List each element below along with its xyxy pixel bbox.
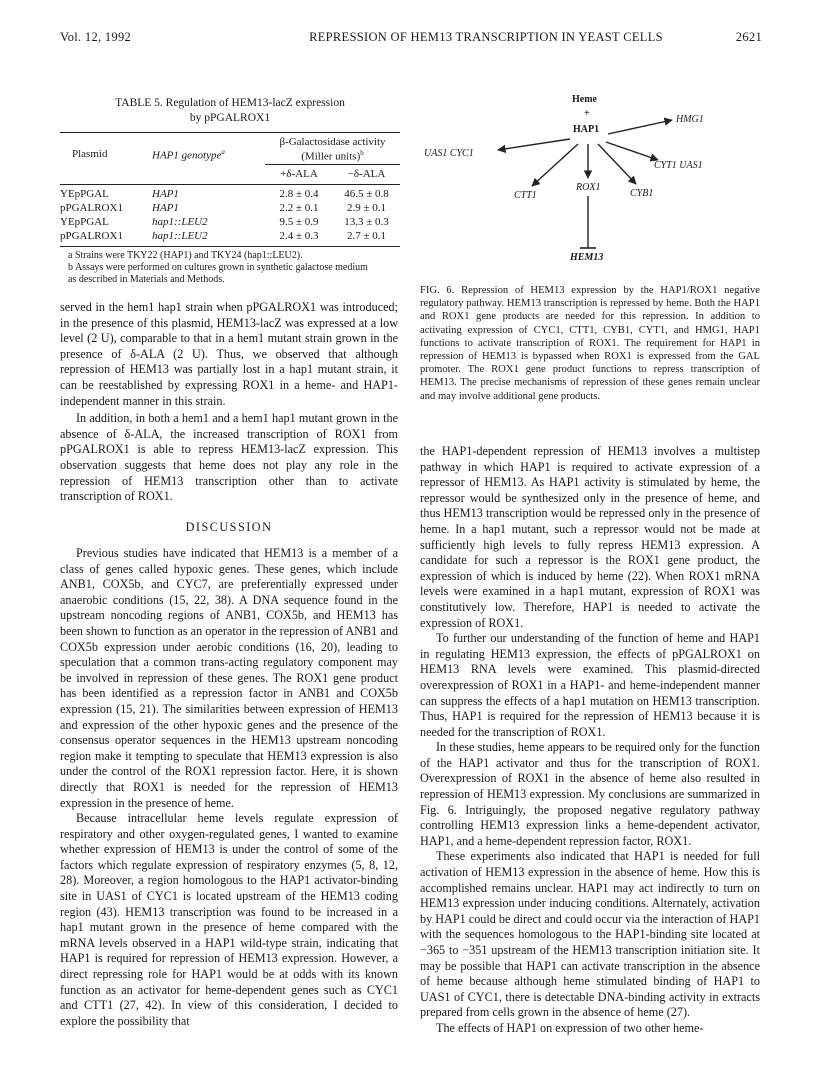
left-paragraph-1: served in the hem1 hap1 strain when pPGALROX1 was introduced; in the presence of this plasmid, HEM13-lacZ was expressed at a low level (2 U), comparable to that in a hem1 mutant strain grown in the presence of δ-ALA (2 U). Thus, we observed that although repression of HEM13 was partially lost in a hap1 mutant strain, it can be reestablished by expressing ROX1 in a heme- and HAP1-independent manner in this strain. xyxy=(60,300,398,408)
row4-plus: 2.4 ± 0.3 xyxy=(279,230,319,242)
arrow-to-cyc1 xyxy=(498,139,570,150)
row2-minus: 2.9 ± 0.1 xyxy=(346,202,387,214)
row3-plus: 9.5 ± 0.9 xyxy=(279,216,319,228)
right-paragraph-5: The effects of HAP1 on expression of two other heme- xyxy=(436,1020,704,1035)
row3-plasmid: YEpPGAL xyxy=(60,216,109,228)
table-top-rule xyxy=(60,132,400,133)
table-header-rule xyxy=(60,184,400,185)
label-rox1: ROX1 xyxy=(576,182,601,193)
label-cyb1: CYB1 xyxy=(630,188,654,199)
label-hap1: HAP1 xyxy=(573,124,600,135)
right-paragraph-2: To further our understanding of the function of heme and HAP1 in regulating HEM13 expression, the effects of pPGALROX1 on HEM13 RNA levels were examined. This plasmid-directed overexpression of ROX1 in a HAP1- and heme-independent manner can suppress the effects of a hap1 mutation on HEM13 transcription. Thus, HAP1 is required for the repression of HEM13 because it is needed for the transcription of ROX1. xyxy=(420,631,760,739)
row3-minus: 13.3 ± 0.3 xyxy=(344,216,389,228)
row1-genotype: HAP1 xyxy=(152,188,179,200)
left-paragraph-2: In addition, in both a hem1 and a hem1 hap1 mutant grown in the absence of δ-ALA, the increased transcription of ROX1 from pPGALROX1 is able to repress HEM13-lacZ expression. This observation suggests that heme does not play any role in the repression of HEM13 transcription other than to activate transcription of ROX1. xyxy=(60,411,398,504)
figure-6-diagram xyxy=(410,94,770,262)
right-paragraph-1: the HAP1-dependent repression of HEM13 involves a multistep pathway in which HAP1 is required to activate expression of a repressor of HEM13. As HAP1 activity is stimulated by heme, the repressor would be synthesized only in the presence of heme, and thus HEM13 transcription would be repressed only in the presence of heme. In a hap1 mutant, such a repressor would not be made at sufficiently high levels to fully repress HEM13 expression. A candidate for such a repressor is the ROX1 gene product, the expression of which is induced by heme (22). When ROX1 mRNA levels were examined in a hap1 mutant, expression of ROX1 was constitutively low. Therefore, HAP1 is needed to activate the expression of ROX1. xyxy=(420,444,760,630)
section-heading: DISCUSSION xyxy=(185,520,273,534)
table-title-line1: TABLE 5. Regulation of HEM13-lacZ expression xyxy=(115,97,345,109)
left-column-top xyxy=(60,300,398,505)
label-plus: + xyxy=(584,108,590,119)
row4-minus: 2.7 ± 0.1 xyxy=(346,230,387,242)
volume-label: Vol. 12, 1992 xyxy=(60,30,132,44)
arrow-to-cyt1 xyxy=(606,142,658,160)
right-paragraph-4: These experiments also indicated that HAP1 is needed for full activation of HEM13 expression in the absence of heme. How this is accomplished remains unclear. HAP1 may act indirectly to turn on HEM13 expression under inducing conditions. Alternately, activation by HAP1 could be direct and could occur via the interaction of HAP1 with the sequences homologous to the HAP1-binding site located at −365 to −351 upstream of the HEM13 transcription initiation site. It may be possible that HAP1 can activate transcription in the absence of heme because although heme stimulated binding of HAP1 to UAS1 of CYC1, there is detectable DNA-binding activity in extracts prepared from cells grown in the absence of heme (27). xyxy=(420,849,760,1020)
running-title: REPRESSION OF HEM13 TRANSCRIPTION IN YEAST CELLS xyxy=(309,30,663,44)
running-header xyxy=(60,30,762,48)
subheader-plus-ala: +δ-ALA xyxy=(280,168,318,180)
row2-genotype: HAP1 xyxy=(152,202,179,214)
subheader-minus-ala: −δ-ALA xyxy=(347,168,386,180)
label-cyt1-uas1: CYT1 UAS1 xyxy=(654,160,703,171)
label-hem13: HEM13 xyxy=(570,252,604,263)
label-hmg1: HMG1 xyxy=(676,114,704,125)
figure-caption: FIG. 6. Repression of HEM13 expression by the HAP1/ROX1 negative regulatory pathway. HEM13 transcription is repressed by heme. Both the HAP1 and ROX1 gene products are needed for this repression. In addition to activating expression of CYC1, CTT1, CYB1, CYT1, and HMG1, HAP1 functions to activate transcription of ROX1. The requirement for HAP1 in repression of HEM13 is bypassed when ROX1 is expressed from the GAL promoter. The ROX1 gene product functions to repress transcription of HEM13. The precise mechanisms of repression of these genes remain unclear and may involve additional gene products. xyxy=(420,285,760,402)
footnote-a: a Strains were TKY22 (HAP1) and TKY24 (hap1::LEU2). xyxy=(68,250,303,261)
subheader-rule xyxy=(265,164,400,165)
table-title xyxy=(60,96,400,126)
arrow-to-ctt1 xyxy=(532,144,578,186)
table-title-line2: by pPGALROX1 xyxy=(189,112,271,124)
header-activity-line2: (Miller units)$^b$ xyxy=(301,149,364,163)
pathway-arrows xyxy=(410,94,770,262)
page-number: 2621 xyxy=(735,30,762,44)
right-paragraph-3: In these studies, heme appears to be required only for the function of the HAP1 activator and thus for the transcription of ROX1. Overexpression of ROX1 in the absence of heme also resulted in repression of HEM13 expression. My conclusions are summarized in Fig. 6. Intriguingly, the proposed negative regulatory pathway controlling HEM13 expression links a heme-dependent activator, HAP1, and a heme-dependent repression factor, ROX1. xyxy=(420,740,760,848)
label-uas1-cyc1: UAS1 CYC1 xyxy=(424,148,474,159)
row4-genotype: hap1::LEU2 xyxy=(152,230,208,242)
table-footnotes xyxy=(68,250,398,286)
row1-plasmid: YEpPGAL xyxy=(60,188,109,200)
row2-plasmid: pPGALROX1 xyxy=(60,202,123,214)
row1-minus: 46.5 ± 0.8 xyxy=(344,188,389,200)
table-bottom-rule xyxy=(60,246,400,247)
right-column xyxy=(420,444,760,1037)
header-genotype: HAP1 genotype$^a$ xyxy=(152,148,225,162)
label-heme: Heme xyxy=(572,94,597,105)
label-ctt1: CTT1 xyxy=(514,190,537,201)
header-activity-line1: β-Galactosidase activity xyxy=(279,136,386,148)
left-paragraph-3: Previous studies have indicated that HEM13 is a member of a class of genes called hypoxic genes. These genes, which include ANB1, COX5b, and CYC7, are preferentially expressed under anaerobic conditions (15, 22, 38). A DNA sequence found in the upstream noncoding regions of ANB1, COX5b, and HEM13 has been shown to function as an operator in the repression of ANB1 and COX5b expression under aerobic conditions (16, 20), leading to speculation that a common trans-acting regulatory component may be involved in repression of these genes. The ROX1 gene product has been identified as a repression factor in ANB1 and COX5b expression (15, 21). The similarities between expression of HEM13 and expression of the other hypoxic genes and the presence of the consensus operator sequences in the HEM13 upstream noncoding region make it tempting to speculate that HEM13 expression is also under the control of the ROX1 repression factor. Here, it is shown directly that ROX1 is needed for the repression of HEM13 expression in the presence of heme. xyxy=(60,546,398,810)
row4-plasmid: pPGALROX1 xyxy=(60,230,123,242)
header-plasmid: Plasmid xyxy=(72,148,108,160)
row2-plus: 2.2 ± 0.1 xyxy=(279,202,319,214)
row1-plus: 2.8 ± 0.4 xyxy=(279,188,319,200)
left-paragraph-4: Because intracellular heme levels regulate expression of respiratory and other oxygen-regulated genes, I wanted to examine whether expression of HEM13 is under the control of some of the factors which regulate expression of respiratory enzymes (5, 8, 12, 28). Moreover, a region homologous to the HAP1 activator-binding site in UAS1 of CYC1 is located upstream of the HEM13 coding region (43). HEM13 transcription was found to be increased in a hap1 mutant grown in the presence of heme compared with the mRNA levels observed in a HAP1 wild-type strain, indicating that HAP1 is required for repression of HEM13 expression. However, a direct repressing role for HAP1 would be at odds with its known function as an activator for heme-dependent genes such as CYC1 and CTT1 (27, 42). In view of this consideration, I decided to explore the possibility that xyxy=(60,811,398,1028)
footnote-b-line1: b Assays were performed on cultures grown in synthetic galactose medium xyxy=(68,262,368,273)
left-column-bottom xyxy=(60,546,398,1029)
footnote-b-line2: as described in Materials and Methods. xyxy=(68,274,225,285)
arrow-to-hmg1 xyxy=(608,120,672,134)
row3-genotype: hap1::LEU2 xyxy=(152,216,208,228)
